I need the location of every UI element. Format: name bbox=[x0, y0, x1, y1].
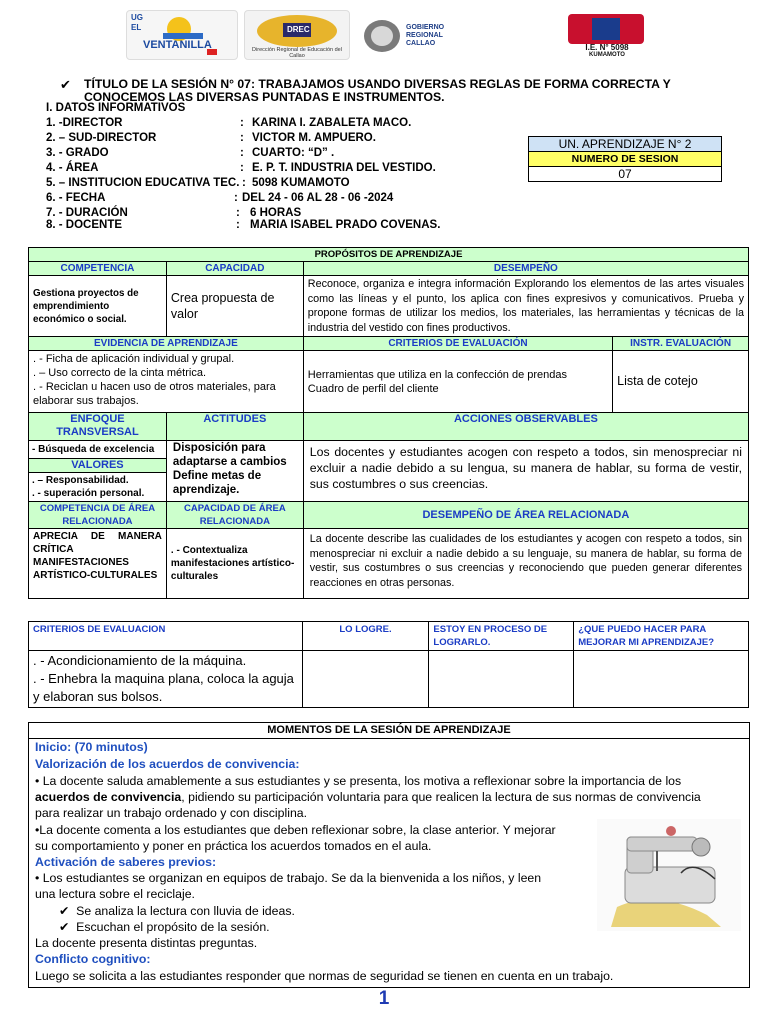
valor-item: . - superación personal. bbox=[32, 488, 145, 499]
evidencia-item: . – Uso correcto de la cinta métrica. bbox=[33, 367, 207, 379]
criterio-eval-item: . - Enhebra la maquina plana, coloca la aguja y elaboran sus bolsos. bbox=[33, 671, 294, 704]
header-lo-logre: LO LOGRE. bbox=[302, 622, 429, 651]
ie-logo bbox=[560, 10, 652, 60]
des-area-cell: La docente describe las cualidades de los estudiantes y acogen con respeto a todos, sin menospreciar ni excluir a nadie debido a su lenguaje, su manera de hablar, su forma de vestir, sus costumbres o sus creencias y reconociendo que pueden generar diferentes reacciones en otras personas. bbox=[303, 529, 748, 599]
evidencia-cell bbox=[29, 351, 304, 413]
ugel-logo bbox=[126, 10, 238, 60]
propositos-title: PROPÓSITOS DE APRENDIZAJE bbox=[29, 248, 749, 262]
header-desempeno: DESEMPEÑO bbox=[303, 262, 748, 276]
paragraph-2b: su comportamiento y poner en práctica los acuerdos tomados en el aula. bbox=[35, 839, 432, 853]
paragraph-3b: una lectura sobre el reciclaje. bbox=[35, 887, 195, 901]
paragraph-5: Luego se solicita a las estudiantes responder que normas de seguridad se tienen en cuenta en un trabajo. bbox=[35, 969, 614, 983]
criterio-item: Herramientas que utiliza en la confección de prendas bbox=[307, 368, 568, 381]
ugel-logo-graphic bbox=[127, 11, 237, 59]
inicio-heading: Inicio: (70 minutos) bbox=[35, 740, 148, 754]
actitud-item: Define metas de aprendizaje. bbox=[172, 470, 262, 496]
drec-text: DREC bbox=[287, 25, 310, 34]
desempeno-cell: Reconoce, organiza e integra información Explorando los elementos de las artes visuales como las líneas y el punto, los aplica con fines expresivos y comunicativos. Prueba y propone formas de utilizar los medios, los materiales, las herramientas y técnicas de la industria del vestido con fines productivos. bbox=[303, 276, 748, 337]
actitudes-cell bbox=[166, 441, 303, 502]
gobierno-text: GOBIERNO REGIONAL CALLAO bbox=[406, 24, 445, 47]
acciones-cell: Los docentes y estudiantes acogen con respeto a todos, sin menospreciar ni excluir a nadie debido a su lengua, su manera de hablar, su forma de vestir, sus costumbres o sus creencias. bbox=[303, 441, 748, 502]
numero-sesion-value: 07 bbox=[618, 167, 632, 181]
check-icon: ✔ bbox=[60, 77, 71, 92]
title-line-1: TÍTULO DE LA SESIÓN N° 07: TRABAJAMOS USANDO DIVERSAS REGLAS DE FORMA CORRECTA Y bbox=[84, 77, 671, 91]
criterios-cell bbox=[303, 351, 612, 413]
title-line-2: CONOCEMOS LAS DIVERSAS PUNTADAS E INSTRUMENTOS. bbox=[84, 90, 445, 104]
gobierno-callao-logo bbox=[360, 14, 462, 54]
criterio-item: Cuadro de perfil del cliente bbox=[307, 382, 439, 395]
competencia-cell: Gestiona proyectos de emprendimiento económico o social. bbox=[29, 276, 167, 337]
header-competencia: COMPETENCIA bbox=[29, 262, 167, 276]
header-acciones: ACCIONES OBSERVABLES bbox=[303, 413, 748, 441]
header-cap-area: CAPACIDAD DE ÁREA RELACIONADA bbox=[166, 502, 303, 529]
criterios-items-cell bbox=[29, 651, 303, 708]
activacion-heading: Activación de saberes previos: bbox=[35, 855, 217, 869]
header-valores: VALORES bbox=[29, 459, 167, 473]
header-actitudes: ACTITUDES bbox=[166, 413, 303, 441]
header-en-proceso: ESTOY EN PROCESO DE LOGRARLO. bbox=[429, 622, 574, 651]
bullet-item: ✔ Escuchan el propósito de la sesión. bbox=[59, 920, 270, 934]
check-icon: ✔ bbox=[59, 920, 77, 934]
paragraph-1b: acuerdos de convivencia, pidiendo su participación voluntaria para que realicen la lectura de sus normas de convivencia bbox=[35, 790, 701, 804]
propositos-table bbox=[28, 247, 749, 599]
unidad-aprendizaje: UN. APRENDIZAJE N° 2 bbox=[529, 137, 721, 152]
header-evidencia: EVIDENCIA DE APRENDIZAJE bbox=[29, 337, 304, 351]
cap-area-cell: . - Contextualiza manifestaciones artístico-culturales bbox=[166, 529, 303, 599]
momentos-title: MOMENTOS DE LA SESIÓN DE APRENDIZAJE bbox=[29, 723, 749, 739]
conflicto-heading: Conflicto cognitivo: bbox=[35, 952, 151, 966]
header-criterios-eval: CRITERIOS DE EVALUACION bbox=[29, 622, 303, 651]
header-criterios: CRITERIOS DE EVALUACIÓN bbox=[303, 337, 612, 351]
instrumento-cell: Lista de cotejo bbox=[613, 351, 749, 413]
unidad-box bbox=[528, 136, 722, 182]
datos-heading: I. DATOS INFORMATIVOS bbox=[46, 102, 186, 114]
lo-logre-cell[interactable] bbox=[302, 651, 429, 708]
sewing-machine-illustration bbox=[597, 819, 741, 931]
ugel-letters: UGEL bbox=[131, 13, 143, 32]
header-mejorar: ¿QUE PUEDO HACER PARA MEJORAR MI APRENDIZAJE? bbox=[574, 622, 749, 651]
numero-sesion-label: NUMERO DE SESION bbox=[529, 152, 721, 167]
valorizacion-heading: Valorización de los acuerdos de convivencia: bbox=[35, 757, 300, 771]
en-proceso-cell[interactable] bbox=[429, 651, 574, 708]
bullet-item: ✔ Se analiza la lectura con lluvia de ideas. bbox=[59, 904, 295, 918]
evidencia-item: . - Reciclan u hacen uso de otros materiales, para elaborar sus trabajos. bbox=[33, 381, 276, 407]
criterio-eval-item: . - Acondicionamiento de la máquina. bbox=[33, 653, 247, 668]
header-comp-area: COMPETENCIA DE ÁREA RELACIONADA bbox=[29, 502, 167, 529]
paragraph-1a: • La docente saluda amablemente a sus estudiantes y se presenta, los motiva a reflexionar sobre la importancia de los bbox=[35, 774, 682, 788]
ugel-text: VENTANILLA bbox=[143, 39, 212, 51]
paragraph-2a: •La docente comenta a los estudiantes que deben reflexionar sobre, la clase anterior. Y mejorar bbox=[35, 823, 556, 837]
capacidad-cell: Crea propuesta de valor bbox=[166, 276, 303, 337]
evidencia-item: . - Ficha de aplicación individual y grupal. bbox=[33, 353, 235, 365]
header-enfoque: ENFOQUE TRANSVERSAL bbox=[29, 413, 167, 441]
criterios-table bbox=[28, 621, 749, 708]
drec-logo bbox=[244, 10, 350, 60]
header-des-area: DESEMPEÑO DE ÁREA RELACIONADA bbox=[303, 502, 748, 529]
ie-subtext: KUMAMOTO bbox=[589, 52, 625, 58]
momentos-section bbox=[28, 722, 750, 988]
valores-cell bbox=[29, 473, 167, 502]
enfoque-cell: - Búsqueda de excelencia bbox=[29, 441, 167, 459]
drec-subtext: Dirección Regional de Educación del Callao bbox=[252, 47, 342, 59]
ie-text: I.E. N° 5098 bbox=[585, 43, 629, 52]
comp-area-cell: APRECIA DE MANERA CRÍTICA MANIFESTACIONES ARTÍSTICO-CULTURALES bbox=[29, 529, 167, 599]
valor-item: . – Responsabilidad. bbox=[32, 475, 129, 486]
header-capacidad: CAPACIDAD bbox=[166, 262, 303, 276]
shield-icon bbox=[360, 14, 404, 54]
page-number: 1 bbox=[378, 988, 390, 1009]
paragraph-1c: para realizar un trabajo ordenado y con disciplina. bbox=[35, 806, 308, 820]
check-icon: ✔ bbox=[59, 904, 77, 918]
paragraph-3a: • Los estudiantes se organizan en equipos de trabajo. Se da la bienvenida a los niños, y leen bbox=[35, 871, 542, 885]
header-instrumento: INSTR. EVALUACIÓN bbox=[613, 337, 749, 351]
mejorar-cell[interactable] bbox=[574, 651, 749, 708]
paragraph-4: La docente presenta distintas preguntas. bbox=[35, 936, 258, 950]
actitud-item: Disposición para adaptarse a cambios bbox=[172, 442, 287, 468]
